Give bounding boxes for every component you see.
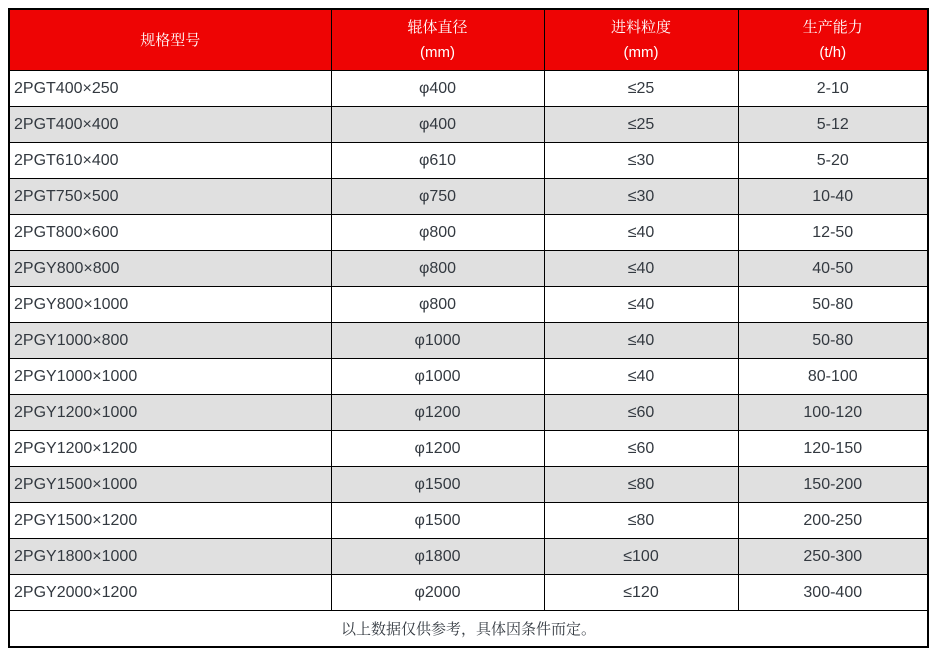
- table-row: [9, 359, 928, 395]
- cell-diameter: φ610: [331, 143, 544, 179]
- cell-diameter: φ1200: [331, 431, 544, 467]
- cell-capacity: 200-250: [738, 503, 928, 539]
- col-header-capacity-unit: (t/h): [819, 44, 847, 61]
- cell-diameter: φ1000: [331, 359, 544, 395]
- table-row: [9, 107, 928, 143]
- table-row: [9, 215, 928, 251]
- cell-model: 2PGY2000×1200: [9, 575, 331, 611]
- cell-capacity: 100-120: [738, 395, 928, 431]
- table-row: [9, 143, 928, 179]
- col-header-feed-unit: (mm): [623, 44, 659, 61]
- cell-capacity: 50-80: [738, 287, 928, 323]
- cell-diameter: φ1000: [331, 323, 544, 359]
- cell-model: 2PGT400×400: [9, 107, 331, 143]
- header-row: [9, 9, 928, 71]
- cell-model: 2PGY800×1000: [9, 287, 331, 323]
- cell-diameter: φ1500: [331, 467, 544, 503]
- cell-feed: ≤100: [544, 539, 738, 575]
- table-row: [9, 575, 928, 611]
- cell-feed: ≤40: [544, 251, 738, 287]
- cell-feed: ≤60: [544, 431, 738, 467]
- footer-note: 以上数据仅供参考，具体因条件而定。: [9, 611, 928, 648]
- table-row: [9, 395, 928, 431]
- col-header-feed: [544, 9, 738, 71]
- table-header: [9, 9, 928, 71]
- col-header-diameter: [331, 9, 544, 71]
- cell-diameter: φ400: [331, 71, 544, 107]
- footer-row: [9, 611, 928, 648]
- cell-model: 2PGY1500×1200: [9, 503, 331, 539]
- cell-model: 2PGY1000×800: [9, 323, 331, 359]
- cell-model: 2PGY1500×1000: [9, 467, 331, 503]
- cell-capacity: 2-10: [738, 71, 928, 107]
- cell-feed: ≤80: [544, 467, 738, 503]
- cell-feed: ≤30: [544, 179, 738, 215]
- cell-diameter: φ1500: [331, 503, 544, 539]
- cell-model: 2PGY800×800: [9, 251, 331, 287]
- table-row: [9, 467, 928, 503]
- cell-model: 2PGT400×250: [9, 71, 331, 107]
- cell-capacity: 300-400: [738, 575, 928, 611]
- table-row: [9, 71, 928, 107]
- cell-feed: ≤40: [544, 287, 738, 323]
- cell-model: 2PGY1000×1000: [9, 359, 331, 395]
- col-header-capacity-label: 生产能力: [802, 19, 863, 36]
- cell-model: 2PGY1800×1000: [9, 539, 331, 575]
- table-row: [9, 287, 928, 323]
- table-row: [9, 179, 928, 215]
- cell-diameter: φ2000: [331, 575, 544, 611]
- table-row: [9, 251, 928, 287]
- col-header-capacity: [738, 9, 928, 71]
- table-body: [9, 71, 928, 611]
- cell-capacity: 5-12: [738, 107, 928, 143]
- cell-diameter: φ800: [331, 215, 544, 251]
- cell-model: 2PGT610×400: [9, 143, 331, 179]
- table-row: [9, 431, 928, 467]
- cell-diameter: φ750: [331, 179, 544, 215]
- cell-model: 2PGY1200×1200: [9, 431, 331, 467]
- cell-capacity: 12-50: [738, 215, 928, 251]
- cell-feed: ≤60: [544, 395, 738, 431]
- cell-model: 2PGT750×500: [9, 179, 331, 215]
- table-row: [9, 323, 928, 359]
- cell-feed: ≤120: [544, 575, 738, 611]
- col-header-model-label: 规格型号: [140, 31, 201, 49]
- cell-capacity: 80-100: [738, 359, 928, 395]
- cell-diameter: φ800: [331, 251, 544, 287]
- cell-feed: ≤30: [544, 143, 738, 179]
- col-header-model: [9, 9, 331, 71]
- cell-diameter: φ400: [331, 107, 544, 143]
- table-footer: [9, 611, 928, 648]
- spec-table: [8, 8, 929, 648]
- cell-capacity: 150-200: [738, 467, 928, 503]
- cell-capacity: 40-50: [738, 251, 928, 287]
- col-header-diameter-label: 辊体直径: [407, 19, 468, 36]
- cell-capacity: 10-40: [738, 179, 928, 215]
- cell-feed: ≤40: [544, 215, 738, 251]
- cell-feed: ≤40: [544, 359, 738, 395]
- table-row: [9, 539, 928, 575]
- cell-feed: ≤25: [544, 71, 738, 107]
- cell-diameter: φ800: [331, 287, 544, 323]
- cell-model: 2PGT800×600: [9, 215, 331, 251]
- cell-capacity: 120-150: [738, 431, 928, 467]
- col-header-feed-label: 进料粒度: [610, 19, 671, 36]
- cell-feed: ≤25: [544, 107, 738, 143]
- cell-diameter: φ1800: [331, 539, 544, 575]
- cell-capacity: 250-300: [738, 539, 928, 575]
- cell-diameter: φ1200: [331, 395, 544, 431]
- table-row: [9, 503, 928, 539]
- col-header-diameter-unit: (mm): [420, 44, 455, 61]
- cell-capacity: 50-80: [738, 323, 928, 359]
- cell-feed: ≤40: [544, 323, 738, 359]
- cell-feed: ≤80: [544, 503, 738, 539]
- cell-model: 2PGY1200×1000: [9, 395, 331, 431]
- cell-capacity: 5-20: [738, 143, 928, 179]
